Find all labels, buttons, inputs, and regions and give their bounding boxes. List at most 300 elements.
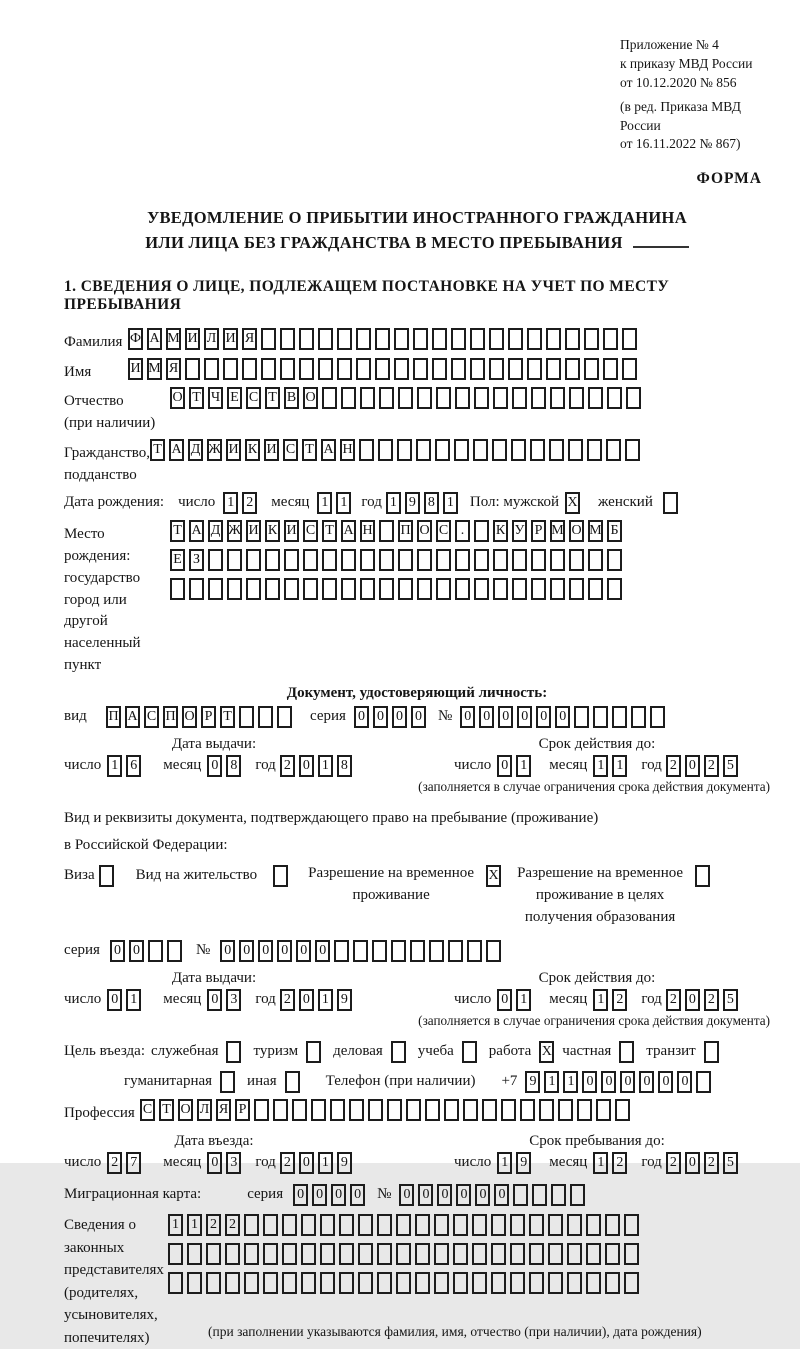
purpose-study-checkbox[interactable] [462, 1041, 477, 1063]
char-cell[interactable] [265, 578, 280, 600]
char-cell[interactable] [239, 706, 254, 728]
char-cell[interactable]: 1 [516, 755, 531, 777]
char-cell[interactable]: 2 [242, 492, 257, 514]
char-cell[interactable] [208, 578, 223, 600]
char-cell[interactable]: Я [216, 1099, 231, 1121]
char-cell[interactable]: 2 [704, 755, 719, 777]
char-cell[interactable] [586, 1243, 601, 1265]
char-cell[interactable]: 2 [280, 1152, 295, 1174]
char-cell[interactable]: К [245, 439, 260, 461]
char-cell[interactable]: 9 [525, 1071, 540, 1093]
char-cell[interactable] [284, 578, 299, 600]
char-cell[interactable]: М [147, 358, 162, 380]
char-cell[interactable] [318, 328, 333, 350]
char-cell[interactable] [417, 549, 432, 571]
purpose-transit-checkbox[interactable] [704, 1041, 719, 1063]
char-cell[interactable] [696, 1071, 711, 1093]
char-cell[interactable] [436, 578, 451, 600]
char-cell[interactable] [584, 358, 599, 380]
char-cell[interactable] [349, 1099, 364, 1121]
char-cell[interactable] [626, 387, 641, 409]
char-cell[interactable]: 0 [331, 1184, 346, 1206]
char-cell[interactable] [470, 358, 485, 380]
char-cell[interactable] [565, 358, 580, 380]
char-cell[interactable]: У [512, 520, 527, 542]
char-cell[interactable] [453, 1214, 468, 1236]
char-cell[interactable]: 0 [354, 706, 369, 728]
char-cell[interactable] [282, 1243, 297, 1265]
char-cell[interactable]: Д [208, 520, 223, 542]
char-cell[interactable]: 2 [666, 1152, 681, 1174]
char-cell[interactable]: 0 [497, 755, 512, 777]
char-cell[interactable] [379, 549, 394, 571]
char-cell[interactable] [168, 1243, 183, 1265]
char-cell[interactable] [397, 439, 412, 461]
char-cell[interactable]: 0 [207, 755, 222, 777]
char-cell[interactable] [569, 387, 584, 409]
char-cell[interactable]: Т [322, 520, 337, 542]
char-cell[interactable] [548, 1243, 563, 1265]
char-cell[interactable] [474, 549, 489, 571]
char-cell[interactable] [415, 1243, 430, 1265]
char-cell[interactable]: 0 [299, 1152, 314, 1174]
char-cell[interactable]: Н [340, 439, 355, 461]
char-cell[interactable] [493, 387, 508, 409]
char-cell[interactable] [539, 1099, 554, 1121]
char-cell[interactable]: 0 [239, 940, 254, 962]
char-cell[interactable]: 2 [612, 989, 627, 1011]
char-cell[interactable]: О [569, 520, 584, 542]
char-cell[interactable]: И [128, 358, 143, 380]
char-cell[interactable] [493, 549, 508, 571]
char-cell[interactable] [548, 1272, 563, 1294]
char-cell[interactable] [444, 1099, 459, 1121]
char-cell[interactable] [425, 1099, 440, 1121]
char-cell[interactable] [569, 578, 584, 600]
char-cell[interactable] [225, 1243, 240, 1265]
char-cell[interactable]: 1 [516, 989, 531, 1011]
char-cell[interactable] [359, 439, 374, 461]
char-cell[interactable] [550, 578, 565, 600]
char-cell[interactable] [170, 578, 185, 600]
char-cell[interactable] [474, 387, 489, 409]
char-cell[interactable] [377, 1272, 392, 1294]
char-cell[interactable] [568, 439, 583, 461]
char-cell[interactable]: Н [360, 520, 375, 542]
char-cell[interactable]: И [284, 520, 299, 542]
char-cell[interactable]: 8 [226, 755, 241, 777]
char-cell[interactable]: 5 [723, 989, 738, 1011]
char-cell[interactable] [453, 1272, 468, 1294]
char-cell[interactable] [299, 358, 314, 380]
char-cell[interactable] [416, 439, 431, 461]
char-cell[interactable]: 0 [350, 1184, 365, 1206]
char-cell[interactable] [607, 387, 622, 409]
char-cell[interactable] [396, 1243, 411, 1265]
char-cell[interactable] [282, 1272, 297, 1294]
char-cell[interactable] [453, 1243, 468, 1265]
char-cell[interactable]: 3 [226, 1152, 241, 1174]
char-cell[interactable]: С [283, 439, 298, 461]
char-cell[interactable]: С [436, 520, 451, 542]
char-cell[interactable] [375, 328, 390, 350]
char-cell[interactable] [292, 1099, 307, 1121]
char-cell[interactable]: 0 [475, 1184, 490, 1206]
char-cell[interactable] [489, 358, 504, 380]
char-cell[interactable] [463, 1099, 478, 1121]
char-cell[interactable] [529, 1272, 544, 1294]
char-cell[interactable] [491, 1272, 506, 1294]
char-cell[interactable] [261, 358, 276, 380]
char-cell[interactable] [398, 578, 413, 600]
char-cell[interactable]: 2 [206, 1214, 221, 1236]
char-cell[interactable]: Д [188, 439, 203, 461]
char-cell[interactable]: 0 [582, 1071, 597, 1093]
char-cell[interactable] [593, 706, 608, 728]
char-cell[interactable]: 0 [555, 706, 570, 728]
char-cell[interactable] [650, 706, 665, 728]
char-cell[interactable] [204, 358, 219, 380]
char-cell[interactable] [398, 549, 413, 571]
char-cell[interactable]: Ч [208, 387, 223, 409]
char-cell[interactable] [379, 520, 394, 542]
char-cell[interactable] [391, 940, 406, 962]
char-cell[interactable] [622, 358, 637, 380]
char-cell[interactable] [501, 1099, 516, 1121]
char-cell[interactable]: И [226, 439, 241, 461]
char-cell[interactable]: А [125, 706, 140, 728]
char-cell[interactable] [531, 549, 546, 571]
char-cell[interactable]: А [321, 439, 336, 461]
char-cell[interactable]: Ф [128, 328, 143, 350]
char-cell[interactable]: 9 [337, 989, 352, 1011]
char-cell[interactable]: 0 [299, 755, 314, 777]
char-cell[interactable] [448, 940, 463, 962]
char-cell[interactable] [415, 1272, 430, 1294]
char-cell[interactable] [337, 358, 352, 380]
char-cell[interactable] [417, 387, 432, 409]
char-cell[interactable] [607, 578, 622, 600]
char-cell[interactable] [148, 940, 163, 962]
char-cell[interactable]: 0 [299, 989, 314, 1011]
char-cell[interactable] [360, 387, 375, 409]
char-cell[interactable]: 1 [563, 1071, 578, 1093]
char-cell[interactable]: О [182, 706, 197, 728]
char-cell[interactable] [432, 328, 447, 350]
char-cell[interactable] [265, 549, 280, 571]
char-cell[interactable] [223, 358, 238, 380]
char-cell[interactable]: 1 [187, 1214, 202, 1236]
char-cell[interactable] [530, 439, 545, 461]
char-cell[interactable] [605, 1272, 620, 1294]
char-cell[interactable]: 2 [704, 1152, 719, 1174]
char-cell[interactable]: 2 [107, 1152, 122, 1174]
char-cell[interactable]: 0 [207, 1152, 222, 1174]
char-cell[interactable]: 9 [516, 1152, 531, 1174]
char-cell[interactable] [185, 358, 200, 380]
purpose-business-checkbox[interactable] [391, 1041, 406, 1063]
char-cell[interactable] [436, 387, 451, 409]
char-cell[interactable] [282, 1214, 297, 1236]
char-cell[interactable] [358, 1214, 373, 1236]
char-cell[interactable]: 0 [685, 989, 700, 1011]
char-cell[interactable]: 2 [612, 1152, 627, 1174]
char-cell[interactable]: 2 [225, 1214, 240, 1236]
char-cell[interactable] [415, 1214, 430, 1236]
char-cell[interactable]: 0 [277, 940, 292, 962]
char-cell[interactable]: Б [607, 520, 622, 542]
char-cell[interactable]: Ж [207, 439, 222, 461]
gender-female-checkbox[interactable] [663, 492, 678, 514]
char-cell[interactable]: 0 [601, 1071, 616, 1093]
char-cell[interactable]: 1 [544, 1071, 559, 1093]
char-cell[interactable]: Т [159, 1099, 174, 1121]
char-cell[interactable] [567, 1272, 582, 1294]
char-cell[interactable] [396, 1272, 411, 1294]
purpose-other-checkbox[interactable] [285, 1071, 300, 1093]
char-cell[interactable] [413, 328, 428, 350]
char-cell[interactable]: 0 [220, 940, 235, 962]
char-cell[interactable]: 0 [456, 1184, 471, 1206]
char-cell[interactable] [378, 439, 393, 461]
char-cell[interactable]: 1 [612, 755, 627, 777]
char-cell[interactable]: И [223, 328, 238, 350]
char-cell[interactable] [187, 1243, 202, 1265]
char-cell[interactable]: Л [197, 1099, 212, 1121]
char-cell[interactable]: 2 [704, 989, 719, 1011]
char-cell[interactable]: Ж [227, 520, 242, 542]
char-cell[interactable]: 1 [318, 755, 333, 777]
char-cell[interactable]: 0 [536, 706, 551, 728]
char-cell[interactable] [339, 1214, 354, 1236]
char-cell[interactable] [510, 1243, 525, 1265]
char-cell[interactable] [254, 1099, 269, 1121]
char-cell[interactable] [531, 387, 546, 409]
char-cell[interactable]: 0 [373, 706, 388, 728]
char-cell[interactable]: П [106, 706, 121, 728]
char-cell[interactable] [596, 1099, 611, 1121]
char-cell[interactable]: . [455, 520, 470, 542]
char-cell[interactable] [615, 1099, 630, 1121]
char-cell[interactable] [605, 1214, 620, 1236]
char-cell[interactable] [339, 1243, 354, 1265]
char-cell[interactable] [263, 1272, 278, 1294]
char-cell[interactable] [244, 1243, 259, 1265]
char-cell[interactable] [567, 1214, 582, 1236]
char-cell[interactable]: 0 [494, 1184, 509, 1206]
char-cell[interactable] [434, 1214, 449, 1236]
residence-permit-checkbox[interactable] [273, 865, 288, 887]
char-cell[interactable] [605, 1243, 620, 1265]
char-cell[interactable]: 0 [392, 706, 407, 728]
char-cell[interactable] [356, 358, 371, 380]
char-cell[interactable] [341, 387, 356, 409]
char-cell[interactable] [244, 1272, 259, 1294]
char-cell[interactable] [337, 328, 352, 350]
char-cell[interactable] [322, 549, 337, 571]
char-cell[interactable] [263, 1214, 278, 1236]
char-cell[interactable] [527, 328, 542, 350]
char-cell[interactable] [529, 1214, 544, 1236]
char-cell[interactable] [187, 1272, 202, 1294]
char-cell[interactable] [588, 549, 603, 571]
char-cell[interactable] [375, 358, 390, 380]
char-cell[interactable] [330, 1099, 345, 1121]
char-cell[interactable] [624, 1214, 639, 1236]
char-cell[interactable] [406, 1099, 421, 1121]
char-cell[interactable] [379, 578, 394, 600]
char-cell[interactable] [273, 1099, 288, 1121]
char-cell[interactable]: В [284, 387, 299, 409]
char-cell[interactable]: А [147, 328, 162, 350]
char-cell[interactable]: 0 [312, 1184, 327, 1206]
char-cell[interactable] [353, 940, 368, 962]
char-cell[interactable]: 1 [593, 989, 608, 1011]
purpose-private-checkbox[interactable] [619, 1041, 634, 1063]
char-cell[interactable] [512, 578, 527, 600]
char-cell[interactable]: 0 [258, 940, 273, 962]
char-cell[interactable]: 0 [296, 940, 311, 962]
char-cell[interactable] [311, 1099, 326, 1121]
char-cell[interactable]: 0 [639, 1071, 654, 1093]
char-cell[interactable]: 1 [168, 1214, 183, 1236]
char-cell[interactable] [493, 578, 508, 600]
char-cell[interactable] [531, 578, 546, 600]
char-cell[interactable]: 0 [293, 1184, 308, 1206]
char-cell[interactable] [606, 439, 621, 461]
char-cell[interactable] [358, 1243, 373, 1265]
char-cell[interactable]: 0 [399, 1184, 414, 1206]
char-cell[interactable] [261, 328, 276, 350]
char-cell[interactable] [587, 439, 602, 461]
char-cell[interactable] [567, 1243, 582, 1265]
char-cell[interactable] [360, 578, 375, 600]
char-cell[interactable] [356, 328, 371, 350]
visa-checkbox[interactable] [99, 865, 114, 887]
char-cell[interactable]: О [303, 387, 318, 409]
char-cell[interactable] [455, 578, 470, 600]
char-cell[interactable]: М [166, 328, 181, 350]
char-cell[interactable]: Р [531, 520, 546, 542]
purpose-official-checkbox[interactable] [226, 1041, 241, 1063]
char-cell[interactable] [467, 940, 482, 962]
char-cell[interactable]: 1 [386, 492, 401, 514]
char-cell[interactable] [546, 328, 561, 350]
char-cell[interactable] [624, 1272, 639, 1294]
char-cell[interactable]: 1 [317, 492, 332, 514]
char-cell[interactable]: 1 [443, 492, 458, 514]
char-cell[interactable]: П [163, 706, 178, 728]
char-cell[interactable]: 0 [110, 940, 125, 962]
char-cell[interactable]: 2 [666, 755, 681, 777]
char-cell[interactable] [549, 439, 564, 461]
char-cell[interactable] [410, 940, 425, 962]
char-cell[interactable] [432, 358, 447, 380]
char-cell[interactable]: 7 [126, 1152, 141, 1174]
char-cell[interactable] [301, 1214, 316, 1236]
char-cell[interactable]: 1 [593, 1152, 608, 1174]
char-cell[interactable] [513, 1184, 528, 1206]
char-cell[interactable]: К [265, 520, 280, 542]
char-cell[interactable] [527, 358, 542, 380]
purpose-work-checkbox[interactable]: X [539, 1041, 554, 1063]
char-cell[interactable]: П [398, 520, 413, 542]
char-cell[interactable] [603, 358, 618, 380]
char-cell[interactable] [320, 1214, 335, 1236]
char-cell[interactable]: 5 [723, 1152, 738, 1174]
char-cell[interactable] [394, 358, 409, 380]
char-cell[interactable] [569, 549, 584, 571]
char-cell[interactable] [322, 578, 337, 600]
char-cell[interactable] [246, 549, 261, 571]
char-cell[interactable] [624, 1243, 639, 1265]
char-cell[interactable]: О [178, 1099, 193, 1121]
char-cell[interactable] [607, 549, 622, 571]
char-cell[interactable] [491, 1243, 506, 1265]
char-cell[interactable] [303, 549, 318, 571]
char-cell[interactable]: 1 [497, 1152, 512, 1174]
char-cell[interactable] [429, 940, 444, 962]
char-cell[interactable]: 1 [336, 492, 351, 514]
char-cell[interactable] [417, 578, 432, 600]
char-cell[interactable]: 6 [126, 755, 141, 777]
char-cell[interactable] [625, 439, 640, 461]
char-cell[interactable] [436, 549, 451, 571]
char-cell[interactable] [341, 549, 356, 571]
char-cell[interactable] [246, 578, 261, 600]
char-cell[interactable] [244, 1214, 259, 1236]
char-cell[interactable]: 1 [223, 492, 238, 514]
char-cell[interactable] [167, 940, 182, 962]
char-cell[interactable] [577, 1099, 592, 1121]
char-cell[interactable] [396, 1214, 411, 1236]
char-cell[interactable] [454, 439, 469, 461]
char-cell[interactable]: 9 [337, 1152, 352, 1174]
char-cell[interactable] [258, 706, 273, 728]
char-cell[interactable] [586, 1214, 601, 1236]
char-cell[interactable] [168, 1272, 183, 1294]
char-cell[interactable]: К [493, 520, 508, 542]
char-cell[interactable] [472, 1243, 487, 1265]
char-cell[interactable] [603, 328, 618, 350]
char-cell[interactable] [486, 940, 501, 962]
char-cell[interactable] [570, 1184, 585, 1206]
char-cell[interactable]: Л [204, 328, 219, 350]
char-cell[interactable]: 0 [498, 706, 513, 728]
char-cell[interactable] [206, 1243, 221, 1265]
char-cell[interactable]: 0 [418, 1184, 433, 1206]
char-cell[interactable]: 2 [666, 989, 681, 1011]
temp-residence-edu-checkbox[interactable] [695, 865, 710, 887]
char-cell[interactable] [280, 328, 295, 350]
char-cell[interactable]: 0 [497, 989, 512, 1011]
char-cell[interactable]: 8 [424, 492, 439, 514]
char-cell[interactable] [491, 1214, 506, 1236]
char-cell[interactable] [586, 1272, 601, 1294]
char-cell[interactable]: Т [220, 706, 235, 728]
char-cell[interactable]: И [185, 328, 200, 350]
char-cell[interactable] [208, 549, 223, 571]
char-cell[interactable] [550, 387, 565, 409]
char-cell[interactable]: 1 [593, 755, 608, 777]
char-cell[interactable]: 0 [479, 706, 494, 728]
purpose-tourism-checkbox[interactable] [306, 1041, 321, 1063]
char-cell[interactable]: С [144, 706, 159, 728]
char-cell[interactable]: М [550, 520, 565, 542]
char-cell[interactable] [394, 328, 409, 350]
char-cell[interactable]: М [588, 520, 603, 542]
char-cell[interactable] [280, 358, 295, 380]
